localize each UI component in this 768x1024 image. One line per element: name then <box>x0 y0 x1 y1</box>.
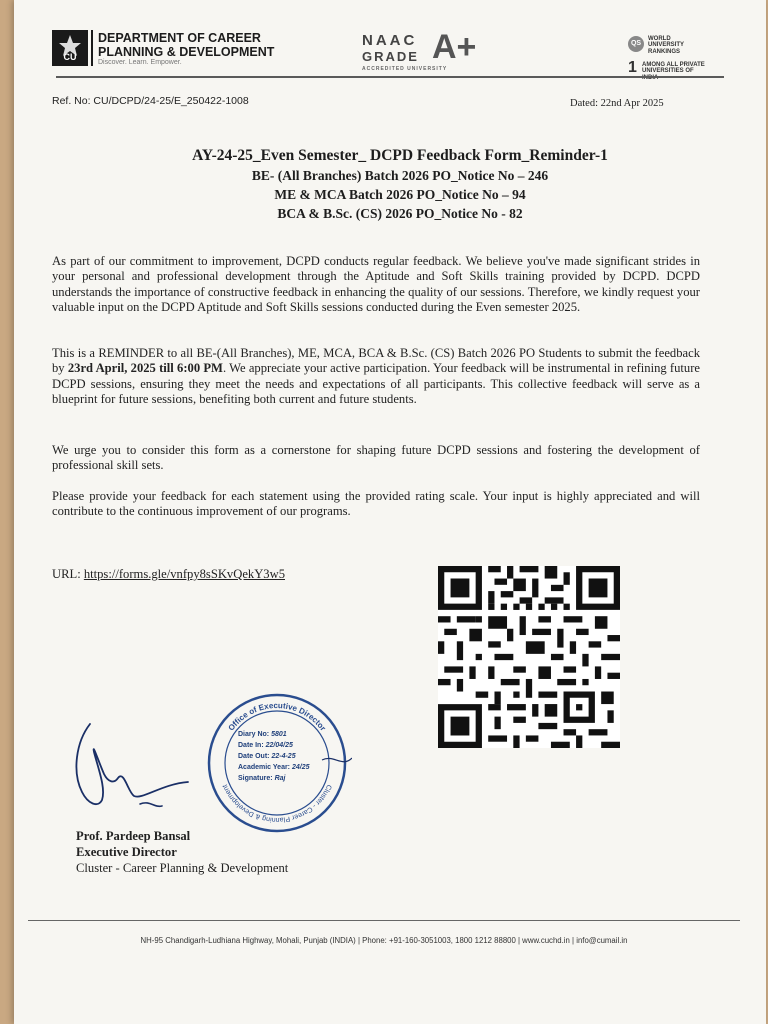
academic-year-value: 24/25 <box>291 764 310 771</box>
reminder-text-end: . We appreciate your active participation. Your feedback will be instrumental in refining future DCPD sessions, ensuring they meet the needs and expectations of all participants. This collective feedback will serve as a blueprint for future sessions, benefiting both current and future students. <box>52 361 700 407</box>
department-name <box>98 31 274 59</box>
diary-value: 5801 <box>271 731 287 738</box>
logo-mark-text: CU <box>63 52 77 62</box>
qr-code <box>438 566 620 748</box>
stamp-academic-year-row <box>238 762 310 773</box>
paragraph-urge: We urge you to consider this form as a cornerstone for shaping future DCPD sessions and fostering the development of professional skill sets. <box>52 443 700 473</box>
dept-line-1: DEPARTMENT OF CAREER <box>98 31 261 45</box>
qs-logo-icon: QS <box>628 36 644 52</box>
date-out-label: Date Out: <box>238 753 270 760</box>
signatory-block <box>76 828 288 876</box>
feedback-url <box>52 567 285 582</box>
stamp-ring-top: Office of Executive Director <box>226 700 328 733</box>
notice-line-be: BE- (All Branches) Batch 2026 PO_Notice No – 246 <box>251 168 549 183</box>
signature-value: Raj <box>274 775 286 782</box>
deadline: 23rd April, 2025 till 6:00 PM <box>67 361 223 376</box>
naac-grade-value: A+ <box>432 28 477 66</box>
tagline: Discover. Learn. Empower. <box>98 59 182 66</box>
dept-line-2: PLANNING & DEVELOPMENT <box>98 45 275 59</box>
stamp-diary-row <box>238 729 310 740</box>
stamp-fields <box>238 729 310 784</box>
notice-line-bca-bsc: BCA & B.Sc. (CS) 2026 PO_Notice No - 82 <box>277 206 523 221</box>
stamp-ring-bottom: Cluster - Career Planning & Development <box>221 783 333 823</box>
stamp-date-in-row <box>238 740 310 751</box>
stamp-signature-row <box>238 773 310 784</box>
diary-label: Diary No: <box>238 731 270 738</box>
naac-text: NAAC <box>362 32 418 49</box>
notice-title: AY-24-25_Even Semester_ DCPD Feedback Form_Reminder-1 <box>192 147 608 164</box>
date-in-label: Date In: <box>238 742 264 749</box>
university-logo <box>52 30 88 66</box>
notice-title-block <box>120 146 680 223</box>
reminder-text-start: This is a REMINDER to all BE-(All Branches), ME, MCA, BCA & B.Sc. (CS) Batch 2026 PO Students to submit the feedback by <box>52 346 700 376</box>
notice-line-me-mca: ME & MCA Batch 2026 PO_Notice No – 94 <box>274 187 526 202</box>
paragraph-rating: Please provide your feedback for each statement using the provided rating scale. Your input is highly appreciated and will contribute to the continuous improvement of our programs. <box>52 489 700 519</box>
svg-text:Cluster - Career Planning & De <box>222 783 333 823</box>
date: Dated: 22nd Apr 2025 <box>570 98 664 109</box>
signature-drawing <box>58 712 198 824</box>
stamp-date-out-row <box>238 751 310 762</box>
signature-label: Signature: <box>238 775 273 782</box>
header-divider <box>91 30 93 66</box>
date-out-value: 22-4-25 <box>271 753 296 760</box>
academic-year-label: Academic Year: <box>238 764 291 771</box>
qs-text: WORLD UNIVERSITY RANKINGS <box>648 36 684 55</box>
naac-grade-text: GRADE <box>362 49 419 64</box>
signatory-unit: Cluster - Career Planning & Development <box>76 861 289 875</box>
signatory-designation: Executive Director <box>76 845 177 859</box>
header-rule <box>56 76 724 78</box>
qs-rank: 1 <box>628 59 637 76</box>
feedback-form-link[interactable]: https://forms.gle/vnfpy8sSKvQekY3w5 <box>83 567 285 581</box>
reference-number: Ref. No: CU/DCPD/24-25/E_250422-1008 <box>52 95 249 107</box>
naac-badge <box>362 28 477 72</box>
footer-rule <box>28 920 740 921</box>
footer-address: NH-95 Chandigarh-Ludhiana Highway, Mohali, Punjab (INDIA) | Phone: +91-160-3051003, 1800 1212 88800 | www.cuchd.in | info@cumail.in <box>140 936 628 945</box>
naac-accredited-text: ACCREDITED UNIVERSITY <box>362 66 448 72</box>
date-in-value: 22/04/25 <box>265 742 293 749</box>
paragraph-intro: As part of our commitment to improvement, DCPD conducts regular feedback. We believe you've made significant strides in your personal and professional development through the Aptitude and Soft Skills training provided by DCPD. DCPD understands the importance of constructive feedback in enhancing the quality of our sessions. Therefore, we kindly request your valuable input on the DCPD Aptitude and Soft Skills sessions conducted during the Even semester 2025. <box>52 254 700 315</box>
signatory-name: Prof. Pardeep Bansal <box>76 829 191 843</box>
paragraph-reminder <box>52 346 700 408</box>
url-label: URL: <box>52 567 81 581</box>
qs-among-text: AMONG ALL PRIVATE UNIVERSITIES OF INDIA <box>642 62 705 81</box>
